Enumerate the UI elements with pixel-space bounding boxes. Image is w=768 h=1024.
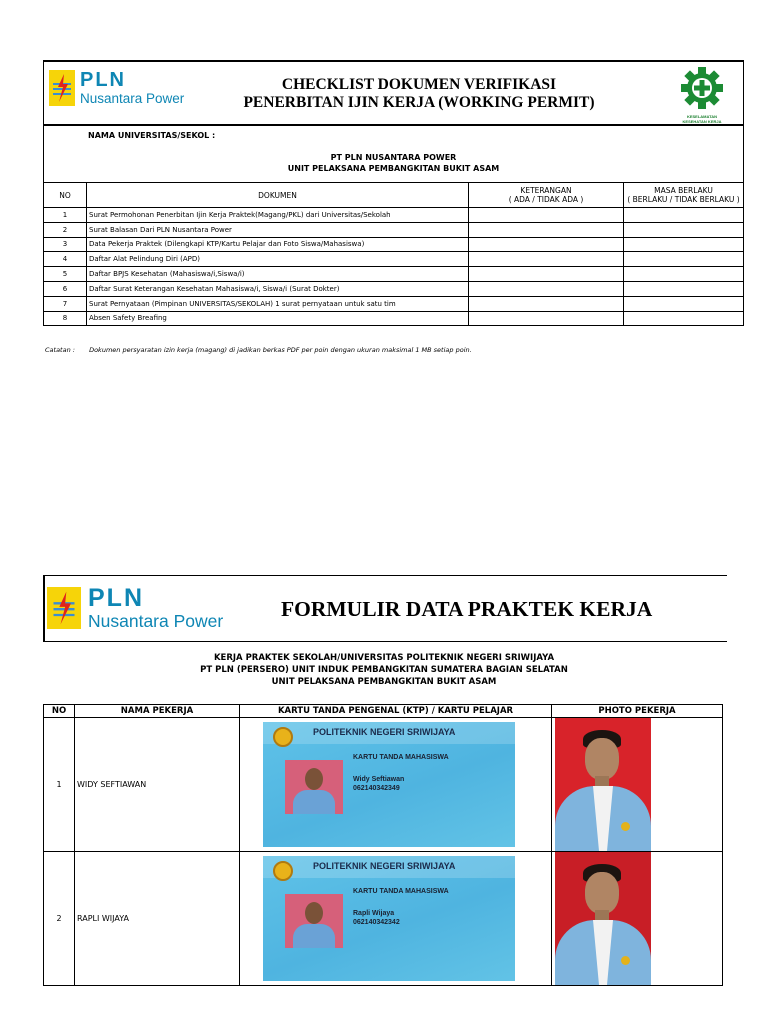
table-row (44, 252, 744, 267)
row-no: 6 (44, 281, 87, 296)
worker-table (43, 704, 723, 986)
worker-name: WIDY SEFTIAWAN (75, 718, 240, 852)
row-keterangan[interactable] (469, 311, 624, 326)
checklist-title (174, 76, 664, 112)
worker-table-header (44, 705, 723, 718)
student-id-card-image (263, 856, 515, 981)
row-keterangan[interactable] (469, 281, 624, 296)
pln-logo-2 (47, 586, 223, 631)
k3-caption-line1: KESELAMATAN (686, 114, 718, 119)
pln-brand: PLN (88, 584, 144, 612)
row-masa[interactable] (624, 296, 744, 311)
row-no: 3 (44, 237, 87, 252)
row-keterangan[interactable] (469, 237, 624, 252)
row-doc: Daftar Surat Keterangan Kesehatan Mahasiswa/i, Siswa/i (Surat Dokter) (87, 281, 469, 296)
col-keterangan (469, 183, 624, 208)
pln-logo-icon (47, 587, 81, 629)
card-university: POLITEKNIK NEGERI SRIWIJAYA (313, 727, 456, 737)
col-masa-line1: MASA BERLAKU (654, 186, 713, 195)
row-no: 2 (44, 222, 87, 237)
col-dokumen: DOKUMEN (87, 183, 469, 208)
worker-photo-cell (552, 718, 723, 852)
worker-name: RAPLI WIJAYA (75, 852, 240, 986)
col-no: NO (44, 705, 75, 718)
col-kartu: KARTU TANDA PENGENAL (KTP) / KARTU PELAJAR (240, 705, 552, 718)
formulir-title: FORMULIR DATA PRAKTEK KERJA (281, 597, 653, 621)
row-masa[interactable] (624, 267, 744, 282)
formulir-subtitle-line1: KERJA PRAKTEK SEKOLAH/UNIVERSITAS POLITEKNIK NEGERI SRIWIJAYA (213, 653, 555, 663)
checklist-title-line2: PENERBITAN IJIN KERJA (WORKING PERMIT) (243, 94, 595, 111)
col-masa-line2: ( BERLAKU / TIDAK BERLAKU ) (627, 195, 740, 204)
card-university: POLITEKNIK NEGERI SRIWIJAYA (313, 861, 456, 871)
company-name: PT PLN NUSANTARA POWER (330, 153, 457, 162)
pln-logo-icon (49, 70, 75, 106)
table-row (44, 311, 744, 326)
card-name: Widy Seftiawan (353, 776, 405, 783)
row-no: 4 (44, 252, 87, 267)
catatan-text: Dokumen persyaratan izin kerja (magang) di jadikan berkas PDF per poin dengan ukuran maksimal 1 MB setiap poin. (89, 346, 472, 354)
row-doc: Daftar Alat Pelindung Diri (APD) (87, 252, 469, 267)
unit-name: UNIT PELAKSANA PEMBANGKITAN BUKIT ASAM (287, 164, 500, 173)
polsri-emblem-icon (273, 861, 293, 881)
row-no: 7 (44, 296, 87, 311)
row-doc: Absen Safety Breafing (87, 311, 469, 326)
table-row (44, 852, 723, 986)
nama-universitas-label: NAMA UNIVERSITAS/SEKOL : (88, 131, 216, 140)
polsri-emblem-icon (273, 727, 293, 747)
row-doc: Surat Balasan Dari PLN Nusantara Power (87, 222, 469, 237)
col-photo: PHOTO PEKERJA (552, 705, 723, 718)
row-doc: Surat Pernyataan (Pimpinan UNIVERSITAS/SEKOLAH) 1 surat pernyataan untuk satu tim (87, 296, 469, 311)
checklist-table (43, 182, 744, 326)
catatan-label: Catatan : (45, 346, 75, 354)
row-keterangan[interactable] (469, 222, 624, 237)
checklist-table-header (44, 183, 744, 208)
pln-subbrand: Nusantara Power (80, 91, 185, 107)
card-nim: 062140342342 (353, 919, 400, 926)
formulir-subtitle-line2: PT PLN (PERSERO) UNIT INDUK PEMBANGKITAN SUMATERA BAGIAN SELATAN (200, 665, 568, 675)
student-id-card-image (263, 722, 515, 847)
table-row (44, 222, 744, 237)
formulir-header (43, 575, 727, 642)
pln-brand: PLN (80, 69, 126, 92)
col-nama-pekerja: NAMA PEKERJA (75, 705, 240, 718)
worker-photo-cell (552, 852, 723, 986)
row-keterangan[interactable] (469, 208, 624, 223)
table-row (44, 281, 744, 296)
checklist-title-line1: CHECKLIST DOKUMEN VERIFIKASI (281, 76, 557, 93)
card-photo (285, 894, 343, 948)
card-title: KARTU TANDA MAHASISWA (353, 888, 449, 895)
worker-no: 2 (44, 852, 75, 986)
card-photo (285, 760, 343, 814)
worker-photo (555, 852, 651, 985)
row-masa[interactable] (624, 311, 744, 326)
formulir-subtitle (0, 652, 768, 688)
col-no: NO (44, 183, 87, 208)
checklist-info (43, 123, 744, 183)
table-row (44, 208, 744, 223)
formulir-subtitle-line3: UNIT PELAKSANA PEMBANGKITAN BUKIT ASAM (271, 677, 497, 687)
company-block (44, 152, 743, 174)
col-masa-berlaku (624, 183, 744, 208)
row-no: 5 (44, 267, 87, 282)
card-name: Rapli Wijaya (353, 910, 395, 917)
row-no: 8 (44, 311, 87, 326)
row-masa[interactable] (624, 237, 744, 252)
row-masa[interactable] (624, 281, 744, 296)
card-title: KARTU TANDA MAHASISWA (353, 754, 449, 761)
row-doc: Daftar BPJS Kesehatan (Mahasiswa/i,Siswa/i) (87, 267, 469, 282)
table-row (44, 237, 744, 252)
k3-logo (675, 66, 729, 122)
table-row (44, 267, 744, 282)
row-keterangan[interactable] (469, 296, 624, 311)
row-keterangan[interactable] (469, 252, 624, 267)
row-keterangan[interactable] (469, 267, 624, 282)
checklist-sheet (43, 60, 744, 329)
row-no: 1 (44, 208, 87, 223)
row-masa[interactable] (624, 252, 744, 267)
pln-subbrand: Nusantara Power (88, 611, 224, 631)
card-nim: 062140342349 (353, 785, 400, 792)
row-doc: Surat Permohonan Penerbitan Ijin Kerja Praktek(Magang/PKL) dari Universitas/Sekolah (87, 208, 469, 223)
student-id-card-cell (240, 852, 552, 986)
row-doc: Data Pekerja Praktek (Dilengkapi KTP/Kartu Pelajar dan Foto Siswa/Mahasiswa) (87, 237, 469, 252)
k3-caption-line2: KESEHATAN KERJA (682, 119, 722, 124)
col-keterangan-line2: ( ADA / TIDAK ADA ) (508, 195, 584, 204)
worker-no: 1 (44, 718, 75, 852)
pln-logo (49, 70, 184, 106)
checklist-header (43, 60, 744, 126)
col-keterangan-line1: KETERANGAN (520, 186, 572, 195)
table-row (44, 296, 744, 311)
catatan-note (45, 346, 472, 354)
row-masa[interactable] (624, 222, 744, 237)
table-row (44, 718, 723, 852)
worker-photo (555, 718, 651, 851)
student-id-card-cell (240, 718, 552, 852)
k3-gear-icon (680, 66, 724, 110)
row-masa[interactable] (624, 208, 744, 223)
